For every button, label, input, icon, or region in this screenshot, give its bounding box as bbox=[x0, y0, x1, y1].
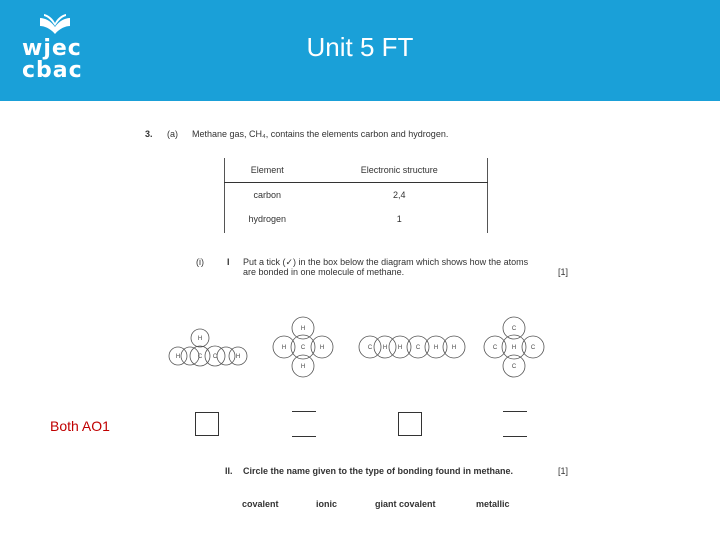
tick-box-3[interactable] bbox=[398, 412, 422, 436]
svg-text:H: H bbox=[451, 345, 457, 351]
marks-label: [1] bbox=[558, 466, 569, 476]
header-bar bbox=[0, 0, 720, 101]
column-header-element: Element bbox=[224, 158, 310, 183]
cell-element: hydrogen bbox=[248, 214, 286, 224]
option-line-2-bottom bbox=[292, 436, 316, 437]
table-row bbox=[224, 207, 488, 231]
cell-element: carbon bbox=[253, 190, 281, 200]
svg-text:C: C bbox=[367, 345, 373, 351]
question-number: 3. bbox=[145, 129, 153, 139]
choice-metallic[interactable]: metallic bbox=[476, 499, 510, 509]
question-text: Methane gas, CH₄, contains the elements carbon and hydrogen. bbox=[192, 129, 449, 139]
svg-text:H: H bbox=[382, 345, 388, 351]
svg-text:C: C bbox=[197, 354, 203, 360]
assessment-note: Both AO1 bbox=[50, 418, 110, 434]
svg-text:C: C bbox=[212, 354, 218, 360]
column-header-structure: Electronic structure bbox=[310, 158, 488, 183]
svg-text:H: H bbox=[235, 354, 241, 360]
subpart-label: (i) bbox=[196, 257, 204, 267]
svg-text:C: C bbox=[492, 345, 498, 351]
tick-box-1[interactable] bbox=[195, 412, 219, 436]
question-part: (a) bbox=[167, 129, 178, 139]
choice-covalent[interactable]: covalent bbox=[242, 499, 279, 509]
table-row bbox=[224, 183, 488, 208]
choice-ionic[interactable]: ionic bbox=[316, 499, 338, 509]
svg-text:H: H bbox=[197, 336, 203, 342]
svg-text:C: C bbox=[530, 345, 536, 351]
svg-text:H: H bbox=[175, 354, 181, 360]
svg-text:H: H bbox=[433, 345, 439, 351]
svg-text:H: H bbox=[281, 345, 287, 351]
svg-text:C: C bbox=[415, 345, 421, 351]
option-line-2-top bbox=[292, 411, 316, 412]
option-line-4-bottom bbox=[503, 436, 527, 437]
circle-instruction: Circle the name given to the type of bonding found in methane. bbox=[243, 466, 514, 476]
marks-label: [1] bbox=[558, 267, 569, 277]
svg-text:H: H bbox=[511, 345, 517, 351]
slide-title: Unit 5 FT bbox=[306, 32, 414, 62]
roman-numeral-i: I bbox=[227, 257, 230, 267]
option-line-4-top bbox=[503, 411, 527, 412]
svg-text:H: H bbox=[300, 364, 306, 370]
choice-giant-covalent[interactable]: giant covalent bbox=[375, 499, 436, 509]
svg-text:C: C bbox=[300, 345, 306, 351]
element-structure-table bbox=[224, 158, 488, 231]
svg-text:H: H bbox=[397, 345, 403, 351]
cell-structure: 2,4 bbox=[392, 190, 406, 200]
svg-text:C: C bbox=[511, 364, 517, 370]
tick-instruction: Put a tick (✓) in the box below the diagram which shows how the atoms are bonded in one molecule of methane. bbox=[243, 257, 529, 277]
logo-text-wjec: wjec bbox=[22, 36, 82, 61]
bonding-diagrams bbox=[160, 310, 560, 390]
logo-text-cbac: cbac bbox=[22, 58, 83, 83]
roman-numeral-ii: II. bbox=[225, 466, 233, 476]
table-header-row bbox=[224, 158, 488, 183]
svg-text:H: H bbox=[319, 345, 325, 351]
cell-structure: 1 bbox=[396, 214, 402, 224]
svg-text:C: C bbox=[511, 326, 517, 332]
svg-text:H: H bbox=[300, 326, 306, 332]
